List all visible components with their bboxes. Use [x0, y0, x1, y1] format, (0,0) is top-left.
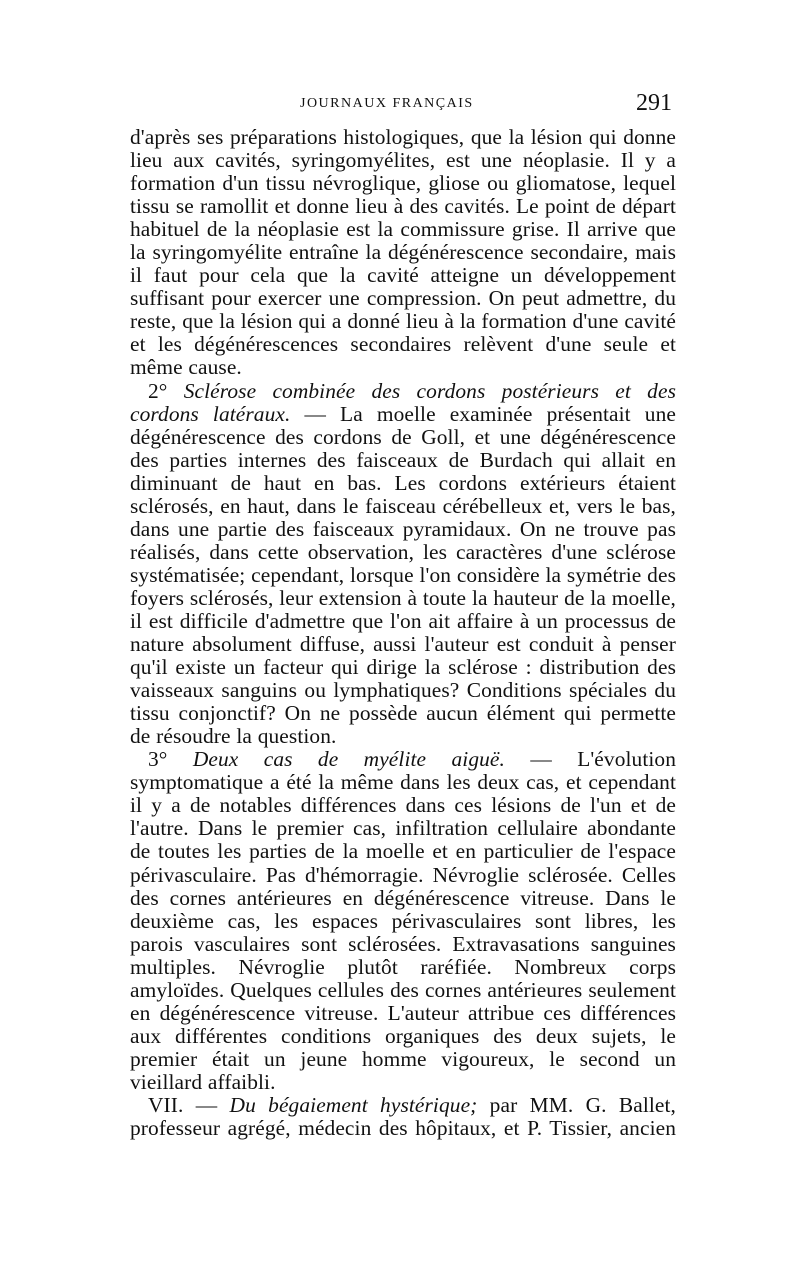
section-title: Deux cas de myélite aiguë.: [192, 747, 505, 772]
journal-page: [130, 92, 676, 1140]
page-header: [130, 92, 676, 126]
paragraph-begaiement-hysterique: [130, 1094, 676, 1140]
paragraph-sclerose-combinee: [130, 380, 676, 749]
paragraph-syringomyelite: [130, 126, 676, 380]
paragraph-text: par MM. G. Ballet, professeur agrégé, médecin des hôpitaux, et P. Tissier, ancien: [130, 1092, 676, 1141]
paragraph-myelite-aigue: [130, 748, 676, 1094]
section-number: 3°: [148, 747, 168, 772]
section-number: VII.: [148, 1092, 184, 1117]
section-number: 2°: [148, 378, 168, 403]
paragraph-text: — L'évolution symptomatique a été la même dans les deux cas, et cependant il y a de notables différences dans ces lésions de l'un et de l'autre. Dans le premier cas, infiltration cellulaire abondante de toutes les parties de la moelle et en particulier de l'espace périvasculaire. Pas d'hémorragie. Névroglie sclérosée. Celles des cornes antérieures en dégénérescence vitreuse. Dans le deuxième cas, les espaces périvasculaires sont libres, les parois vasculaires sont sclérosées. Extravasations sanguines multiples. Névroglie plutôt raréfiée. Nombreux corps amyloïdes. Quelques cellules des cornes antérieures seulement en dégénérescence vitreuse. L'auteur attribue ces différences aux différentes conditions organiques des deux sujets, le premier était un jeune homme vigoureux, le second un vieillard affaibli.: [130, 747, 677, 1094]
paragraph-text: d'après ses préparations histologiques, que la lésion qui donne lieu aux cavités, syringomyélites, est une néoplasie. Il y a formation d'un tissu névroglique, gliose ou gliomatose, lequel tissu se ramollit et donne lieu à des cavités. Le point de départ habituel de la néoplasie est la commissure grise. Il arrive que la syringomyélite entraîne la dégénérescence secondaire, mais il faut pour cela que la cavité atteigne un développement suffisant pour exercer une compression. On peut admettre, du reste, que la lésion qui a donné lieu à la formation d'une cavité et les dégénérescences secondaires relèvent d'une seule et même cause.: [130, 125, 676, 380]
running-head: JOURNAUX FRANÇAIS: [300, 96, 474, 111]
section-title: Sclérose combinée des cordons postérieurs et des cordons latéraux.: [130, 378, 676, 426]
section-dash: —: [183, 1092, 230, 1117]
paragraph-text: — La moelle examinée présentait une dégénérescence des cordons de Goll, et une dégénérescence des parties internes des faisceaux de Burdach qui allait en diminuant de haut en bas. Les cordons extérieurs étaient sclérosés, en haut, dans le faisceau cérébelleux et, vers le bas, dans une partie des faisceaux pyramidaux. On ne trouve pas réalisés, dans cette observation, les caractères d'une sclérose systématisée; cependant, lorsque l'on considère la symétrie des foyers sclérosés, leur extension à toute la hauteur de la moelle, il est difficile d'admettre que l'on ait affaire à un processus de nature absolument diffuse, aussi l'auteur est conduit à penser qu'il existe un facteur qui dirige la sclérose : distribution des vaisseaux sanguins ou lymphatiques? Conditions spéciales du tissu conjonctif? On ne possède aucun élément qui permette de résoudre la question.: [130, 401, 676, 749]
page-number: 291: [636, 90, 672, 116]
section-title: Du bégaiement hystérique;: [229, 1092, 478, 1117]
